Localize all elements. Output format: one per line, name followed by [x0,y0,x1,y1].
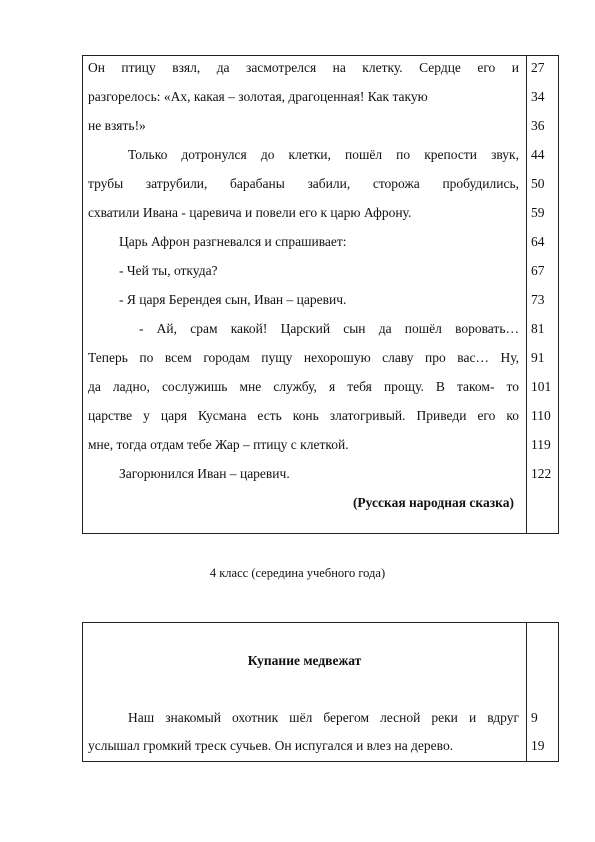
word-count: 36 [531,118,545,133]
reading-table-2 [82,622,559,762]
word-count: 81 [531,321,545,336]
word-count: 91 [531,350,545,365]
word-count: 50 [531,176,545,191]
word-count: 122 [531,466,552,481]
text-line: Только дотронулся до клетки, пошёл по крепости звук, [128,147,519,162]
text-line: мне, тогда отдам тебе Жар – птицу с клеткой. [88,437,349,452]
word-count: 44 [531,147,545,162]
text-line: - Я царя Берендея сын, Иван – царевич. [119,292,347,307]
text-line: царстве у царя Кусмана есть конь златогривый. Приведи его ко [88,408,519,423]
text-line: услышал громкий треск сучьев. Он испугался и влез на дерево. [88,738,454,753]
text-line: - Чей ты, откуда? [119,263,218,278]
text-line: - Ай, срам какой! Царский сын да пошёл воровать… [139,321,519,336]
text-line: Царь Афрон разгневался и спрашивает: [119,234,347,249]
word-count: 101 [531,379,552,394]
text-line: да ладно, сослужишь мне службу, я тебя прощу. В таком- то [88,379,519,394]
text-line: Наш знакомый охотник шёл берегом лесной реки и вдруг [128,710,519,725]
text-line: разгорелось: «Ах, какая – золотая, драгоценная! Как такую [88,89,428,104]
source-attribution: (Русская народная сказка) [352,495,514,510]
word-count: 19 [531,738,545,753]
text-line: схватили Ивана - царевича и повели его к царю Афрону. [88,205,412,220]
word-count: 34 [531,89,545,104]
text-line: не взять!» [88,118,146,133]
word-count: 27 [531,60,545,75]
text-line: Он птицу взял, да засмотрелся на клетку. Сердце его и [88,60,519,75]
word-count: 9 [531,710,538,725]
word-count: 110 [531,408,551,423]
column-divider [526,56,527,533]
word-count: 67 [531,263,545,278]
text-line: Загорюнился Иван – царевич. [119,466,290,481]
grade-caption: 4 класс (середина учебного года) [209,566,386,580]
word-count: 59 [531,205,545,220]
word-count: 64 [531,234,545,249]
text-line: трубы затрубили, барабаны забили, сторожа пробудились, [88,176,519,191]
word-count: 73 [531,292,545,307]
word-count: 119 [531,437,551,452]
text-line: Теперь по всем городам пущу нехорошую славу про вас… Ну, [88,350,519,365]
column-divider [526,623,527,761]
reading-table-1 [82,55,559,534]
story-title: Купание медвежат [247,653,362,668]
